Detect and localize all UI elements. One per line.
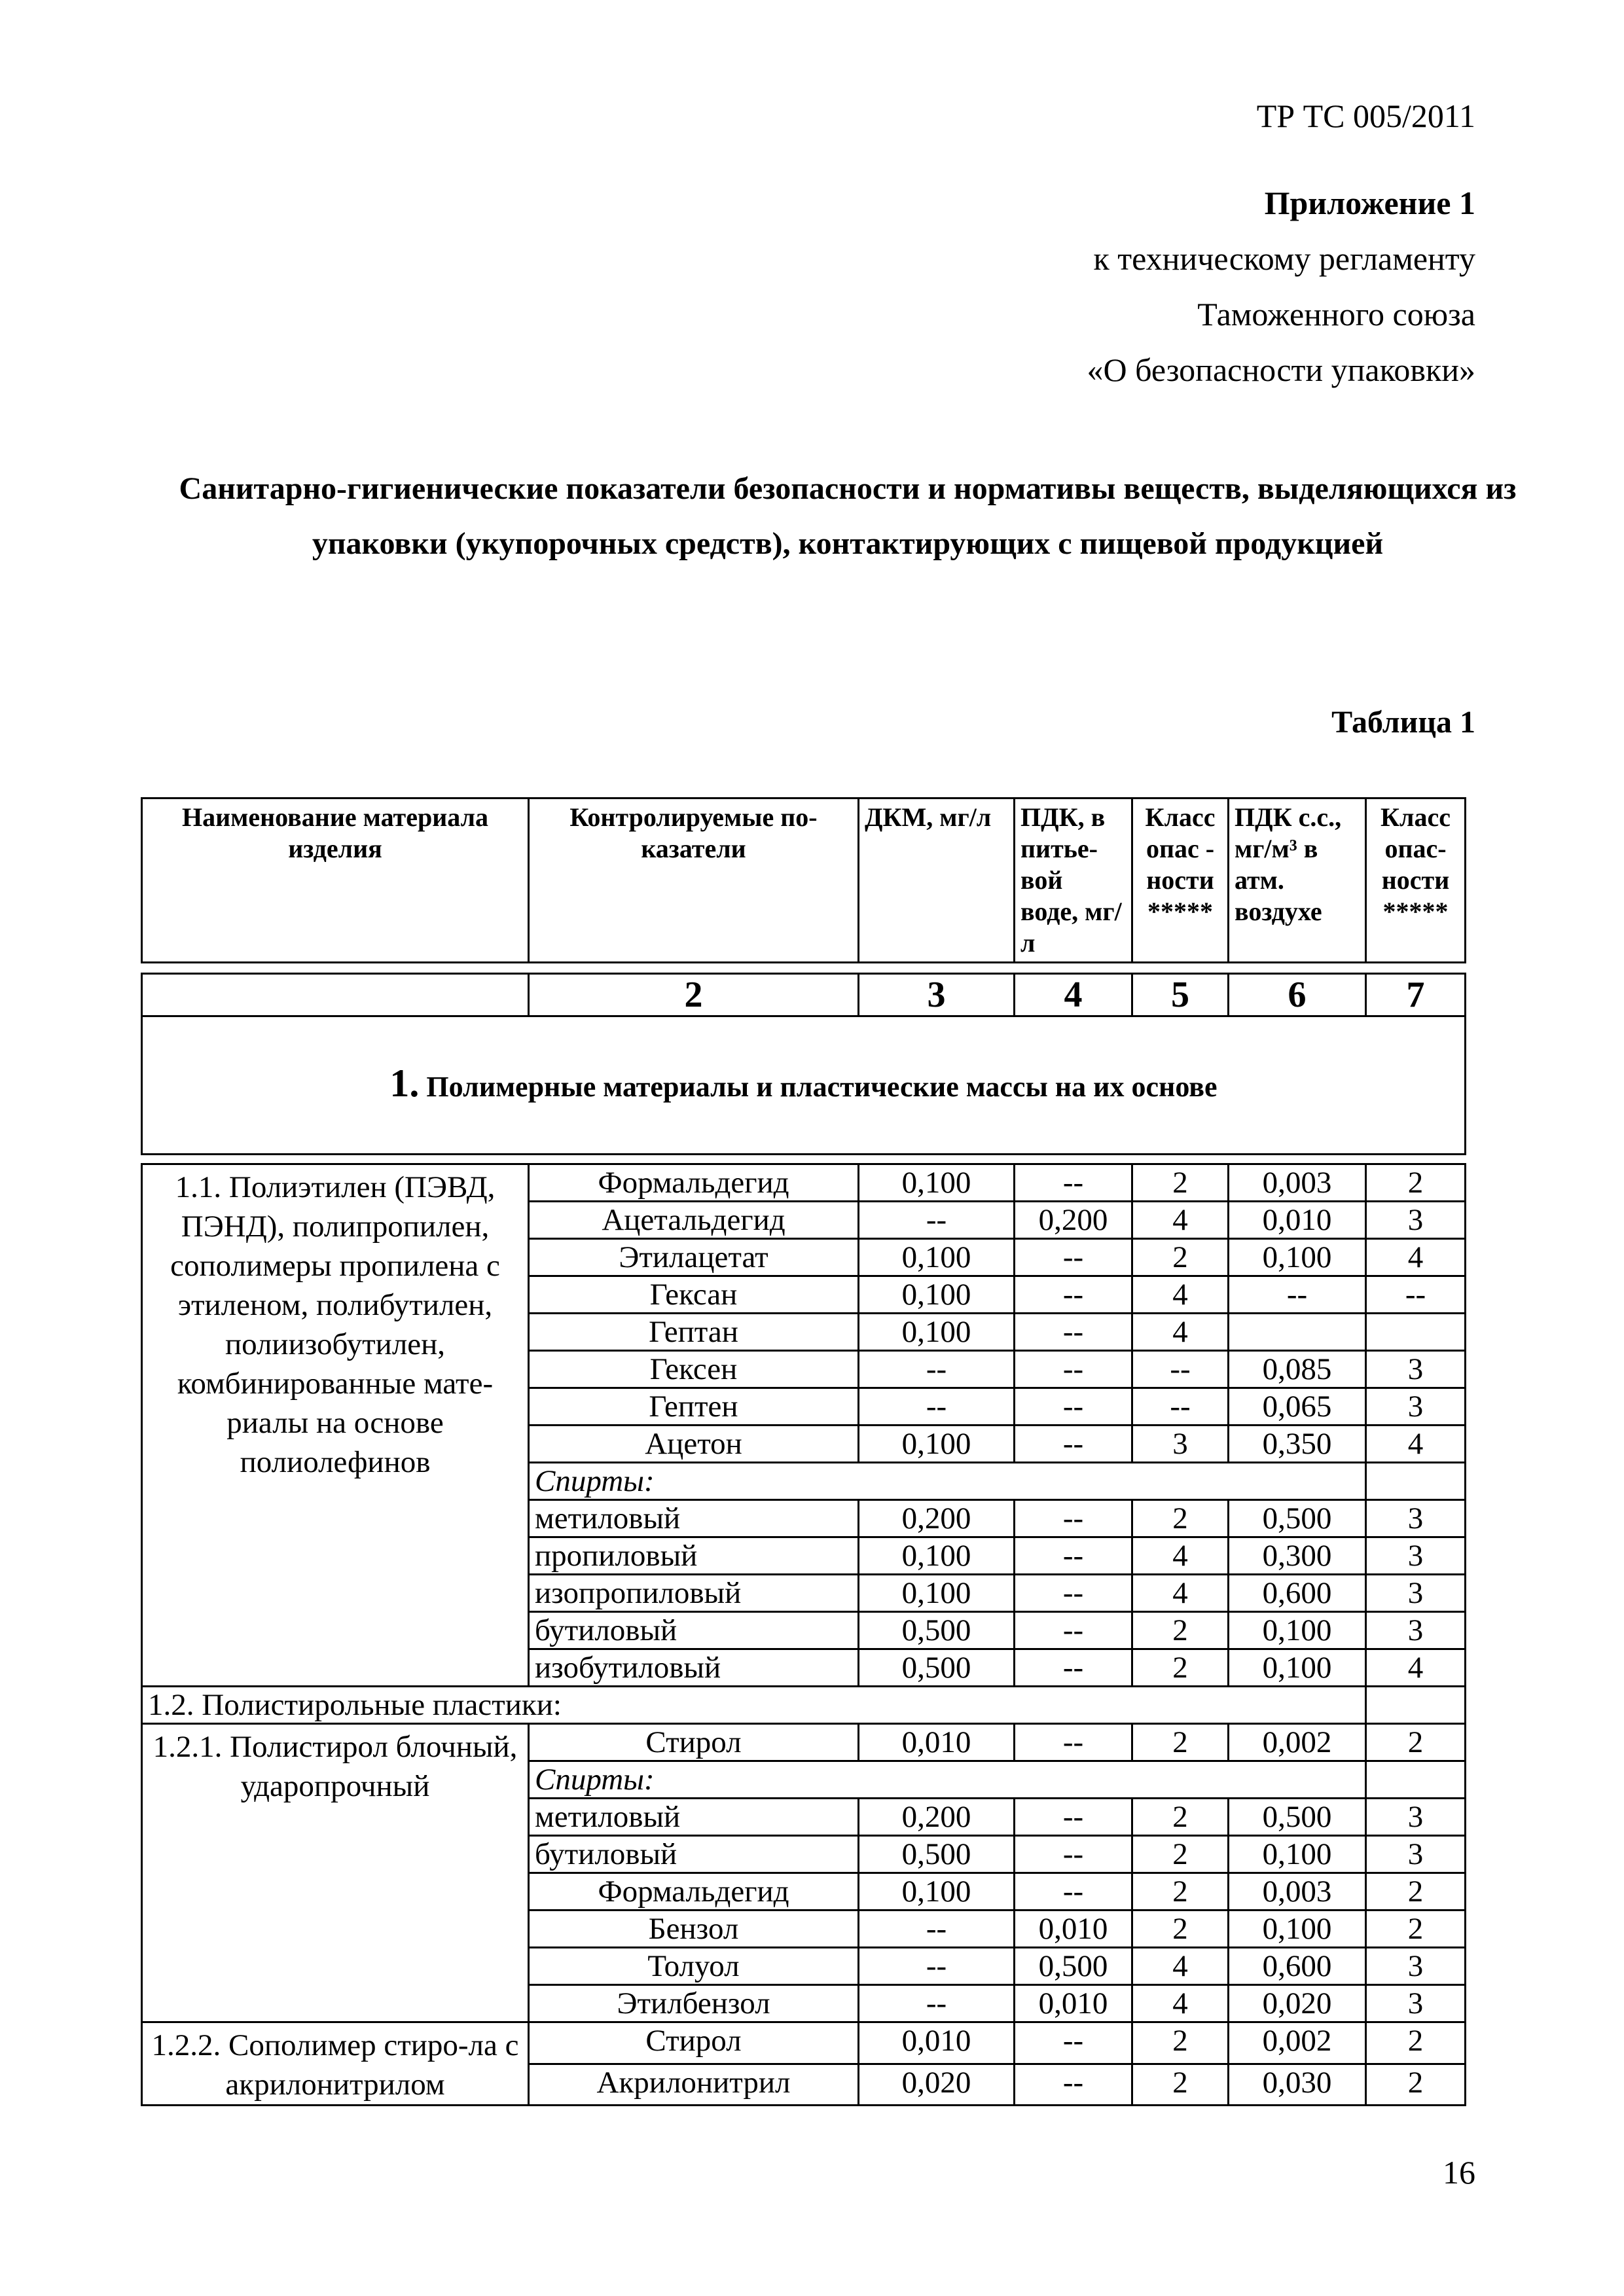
hazard-class-value: 2 (1132, 1724, 1229, 1761)
dkm-value: 0,500 (859, 1836, 1015, 1873)
indicator-name: Акрилонитрил (529, 2064, 859, 2106)
pdk-water-value: -- (1015, 1537, 1132, 1575)
hazard-class-value: 4 (1132, 1314, 1229, 1351)
dkm-value: 0,010 (859, 1724, 1015, 1761)
hazard-class-value: 2 (1132, 1910, 1229, 1948)
dkm-value: 0,010 (859, 2022, 1015, 2064)
hazard-class-air-value: 3 (1366, 1351, 1466, 1388)
hazard-class-value: 2 (1132, 1612, 1229, 1649)
appendix-block (1087, 175, 1475, 398)
hazard-class-air-value (1366, 1314, 1466, 1351)
indicator-name: метиловый (529, 1799, 859, 1836)
subsection-title: 1.2. Полистирольные пластики: (142, 1687, 1366, 1724)
dkm-value: -- (859, 1948, 1015, 1985)
table-header (141, 797, 1466, 1155)
hazard-class-air-value: 3 (1366, 1799, 1466, 1836)
pdk-air-value: 0,020 (1229, 1985, 1366, 2022)
alcohols-label: Спирты: (529, 1463, 1366, 1500)
pdk-water-value: 0,500 (1015, 1948, 1132, 1985)
hazard-class-air-value: 3 (1366, 1537, 1466, 1575)
pdk-water-value: -- (1015, 1649, 1132, 1687)
hazard-class-air-value: -- (1366, 1276, 1466, 1314)
appendix-title: Приложение 1 (1264, 185, 1475, 221)
spacer-cell (142, 963, 1466, 974)
pdk-water-value: -- (1015, 1239, 1132, 1276)
dkm-value: 0,500 (859, 1612, 1015, 1649)
dkm-value: 0,200 (859, 1799, 1015, 1836)
indicator-name: Стирол (529, 1724, 859, 1761)
pdk-air-value: 0,600 (1229, 1948, 1366, 1985)
empty-cell (1366, 1463, 1466, 1500)
spacer-row (142, 963, 1466, 974)
indicator-name: Формальдегид (529, 1873, 859, 1910)
pdk-air-value: 0,100 (1229, 1910, 1366, 1948)
pdk-water-value: -- (1015, 1799, 1132, 1836)
table-row (142, 2022, 1466, 2064)
dkm-value: 0,200 (859, 1500, 1015, 1537)
material-name: 1.2.1. Полистирол блочный, ударопрочный (142, 1724, 529, 2022)
pdk-air-value: 0,100 (1229, 1239, 1366, 1276)
hazard-class-air-value: 2 (1366, 2064, 1466, 2106)
hazard-class-air-value: 3 (1366, 1202, 1466, 1239)
indicator-name: Ацетон (529, 1426, 859, 1463)
hazard-class-value: 4 (1132, 1948, 1229, 1985)
hazard-class-air-value: 4 (1366, 1239, 1466, 1276)
appendix-line: к техническому регламенту (1093, 240, 1475, 277)
pdk-air-value: 0,065 (1229, 1388, 1366, 1426)
pdk-air-value: -- (1229, 1276, 1366, 1314)
data-table (141, 1163, 1466, 2106)
indicator-name: пропиловый (529, 1537, 859, 1575)
indicator-name: Гексен (529, 1351, 859, 1388)
pdk-air-value: 0,010 (1229, 1202, 1366, 1239)
indicator-name: Этилацетат (529, 1239, 859, 1276)
empty-cell (1366, 1687, 1466, 1724)
dkm-value: 0,100 (859, 1276, 1015, 1314)
pdk-air-value: 0,500 (1229, 1500, 1366, 1537)
pdk-air-value: 0,100 (1229, 1649, 1366, 1687)
column-number: 6 (1229, 974, 1366, 1016)
table-caption: Таблица 1 (1331, 705, 1475, 740)
column-header-hazard-class-air: Класс опас-ности ***** (1366, 798, 1466, 963)
column-header-indicators: Контролируемые по-казатели (529, 798, 859, 963)
column-header-pdk-water: ПДК, в питье-вой воде, мг/л (1015, 798, 1132, 963)
hazard-class-air-value: 3 (1366, 1948, 1466, 1985)
pdk-water-value: -- (1015, 1314, 1132, 1351)
material-name: 1.2.2. Сополимер стиро-ла с акрилонитрилом (142, 2022, 529, 2106)
pdk-water-value: -- (1015, 1164, 1132, 1202)
subsection-row (142, 1687, 1466, 1724)
pdk-air-value: 0,085 (1229, 1351, 1366, 1388)
pdk-water-value: 0,010 (1015, 1985, 1132, 2022)
hazard-class-value: 4 (1132, 1537, 1229, 1575)
indicator-name: изобутиловый (529, 1649, 859, 1687)
indicator-name: Толуол (529, 1948, 859, 1985)
indicator-name: Гептен (529, 1388, 859, 1426)
hazard-class-value: -- (1132, 1388, 1229, 1426)
dkm-value: 0,100 (859, 1426, 1015, 1463)
column-header-dkm: ДКМ, мг/л (859, 798, 1015, 963)
pdk-air-value: 0,350 (1229, 1426, 1366, 1463)
pdk-air-value (1229, 1314, 1366, 1351)
hazard-class-air-value: 2 (1366, 1910, 1466, 1948)
pdk-air-value: 0,500 (1229, 1799, 1366, 1836)
pdk-air-value: 0,002 (1229, 1724, 1366, 1761)
pdk-air-value: 0,100 (1229, 1612, 1366, 1649)
indicator-name: бутиловый (529, 1612, 859, 1649)
column-number: 7 (1366, 974, 1466, 1016)
empty-cell (1366, 1761, 1466, 1799)
dkm-value: 0,100 (859, 1239, 1015, 1276)
column-titles-row (142, 798, 1466, 963)
appendix-line: Таможенного союза (1197, 296, 1475, 332)
pdk-air-value: 0,002 (1229, 2022, 1366, 2064)
hazard-class-air-value: 4 (1366, 1649, 1466, 1687)
dkm-value: -- (859, 1910, 1015, 1948)
appendix-line: «О безопасности упаковки» (1087, 351, 1475, 388)
indicator-name: Ацетальдегид (529, 1202, 859, 1239)
dkm-value: -- (859, 1202, 1015, 1239)
document-title: Санитарно-гигиенические показатели безопасности и нормативы веществ, выделяющихся из упаковки (укупорочных средств), контактирующих с пищевой продукцией (179, 471, 1517, 561)
pdk-water-value: -- (1015, 1575, 1132, 1612)
table-row (142, 1724, 1466, 1761)
column-header-hazard-class: Класс опас - ности ***** (1132, 798, 1229, 963)
indicator-name: метиловый (529, 1500, 859, 1537)
dkm-value: 0,100 (859, 1164, 1015, 1202)
dkm-value: 0,100 (859, 1537, 1015, 1575)
hazard-class-air-value: 2 (1366, 1164, 1466, 1202)
indicator-name: Формальдегид (529, 1164, 859, 1202)
column-number: 5 (1132, 974, 1229, 1016)
pdk-air-value: 0,100 (1229, 1836, 1366, 1873)
hazard-class-value: 2 (1132, 1836, 1229, 1873)
alcohols-label: Спирты: (529, 1761, 1366, 1799)
hazard-class-value: 3 (1132, 1426, 1229, 1463)
hazard-class-value: 4 (1132, 1575, 1229, 1612)
indicator-name: бутиловый (529, 1836, 859, 1873)
pdk-water-value: -- (1015, 1873, 1132, 1910)
pdk-water-value: -- (1015, 2064, 1132, 2106)
indicator-name: Стирол (529, 2022, 859, 2064)
page-number: 16 (1443, 2154, 1475, 2191)
section-heading (142, 1016, 1466, 1155)
pdk-water-value: -- (1015, 1426, 1132, 1463)
column-number: 2 (529, 974, 859, 1016)
column-numbers-row (142, 974, 1466, 1016)
hazard-class-air-value: 3 (1366, 1575, 1466, 1612)
data-table-body (142, 1164, 1466, 2106)
pdk-water-value: 0,010 (1015, 1910, 1132, 1948)
pdk-water-value: -- (1015, 1836, 1132, 1873)
hazard-class-air-value: 4 (1366, 1426, 1466, 1463)
pdk-water-value: -- (1015, 2022, 1132, 2064)
document-code: ТР ТС 005/2011 (1256, 98, 1475, 134)
hazard-class-value: 4 (1132, 1202, 1229, 1239)
pdk-water-value: -- (1015, 1612, 1132, 1649)
dkm-value: -- (859, 1351, 1015, 1388)
column-number: 4 (1015, 974, 1132, 1016)
dkm-value: 0,100 (859, 1873, 1015, 1910)
pdk-water-value: -- (1015, 1276, 1132, 1314)
indicator-name: Гексан (529, 1276, 859, 1314)
hazard-class-air-value: 3 (1366, 1500, 1466, 1537)
pdk-air-value: 0,003 (1229, 1873, 1366, 1910)
column-number (142, 974, 529, 1016)
hazard-class-value: 2 (1132, 2022, 1229, 2064)
dkm-value: 0,100 (859, 1575, 1015, 1612)
section-row (142, 1016, 1466, 1155)
indicator-name: Бензол (529, 1910, 859, 1948)
hazard-class-air-value: 3 (1366, 1985, 1466, 2022)
pdk-air-value: 0,030 (1229, 2064, 1366, 2106)
hazard-class-value: -- (1132, 1351, 1229, 1388)
pdk-air-value: 0,600 (1229, 1575, 1366, 1612)
pdk-air-value: 0,300 (1229, 1537, 1366, 1575)
pdk-water-value: -- (1015, 1351, 1132, 1388)
section-title: Полимерные материалы и пластические массы на их основе (426, 1071, 1218, 1103)
hazard-class-value: 2 (1132, 1239, 1229, 1276)
dkm-value: 0,500 (859, 1649, 1015, 1687)
material-name: 1.1. Полиэтилен (ПЭВД, ПЭНД), полипропилен, сополимеры пропилена с этиленом, полибутилен, полиизобутилен, комбинированные мате-риалы на основе полиолефинов (142, 1164, 529, 1687)
dkm-value: 0,100 (859, 1314, 1015, 1351)
pdk-water-value: -- (1015, 1500, 1132, 1537)
hazard-class-air-value: 3 (1366, 1612, 1466, 1649)
pdk-air-value: 0,003 (1229, 1164, 1366, 1202)
hazard-class-value: 2 (1132, 2064, 1229, 2106)
indicator-name: Гептан (529, 1314, 859, 1351)
pdk-water-value: 0,200 (1015, 1202, 1132, 1239)
hazard-class-value: 2 (1132, 1500, 1229, 1537)
hazard-class-air-value: 3 (1366, 1836, 1466, 1873)
hazard-class-value: 2 (1132, 1649, 1229, 1687)
hazard-class-air-value: 2 (1366, 1724, 1466, 1761)
hazard-class-value: 4 (1132, 1985, 1229, 2022)
dkm-value: -- (859, 1985, 1015, 2022)
pdk-water-value: -- (1015, 1724, 1132, 1761)
hazard-class-value: 2 (1132, 1164, 1229, 1202)
column-header-material: Наименование материала изделия (142, 798, 529, 963)
pdk-water-value: -- (1015, 1388, 1132, 1426)
table-row (142, 1164, 1466, 1202)
dkm-value: 0,020 (859, 2064, 1015, 2106)
section-number: 1. (389, 1062, 420, 1105)
column-number: 3 (859, 974, 1015, 1016)
hazard-class-value: 2 (1132, 1799, 1229, 1836)
hazard-class-air-value: 2 (1366, 2022, 1466, 2064)
hazard-class-air-value: 2 (1366, 1873, 1466, 1910)
column-header-pdk-air: ПДК с.с., мг/м³ в атм. воздухе (1229, 798, 1366, 963)
dkm-value: -- (859, 1388, 1015, 1426)
hazard-class-air-value: 3 (1366, 1388, 1466, 1426)
indicator-name: изопропиловый (529, 1575, 859, 1612)
hazard-class-value: 4 (1132, 1276, 1229, 1314)
indicator-name: Этилбензол (529, 1985, 859, 2022)
hazard-class-value: 2 (1132, 1873, 1229, 1910)
